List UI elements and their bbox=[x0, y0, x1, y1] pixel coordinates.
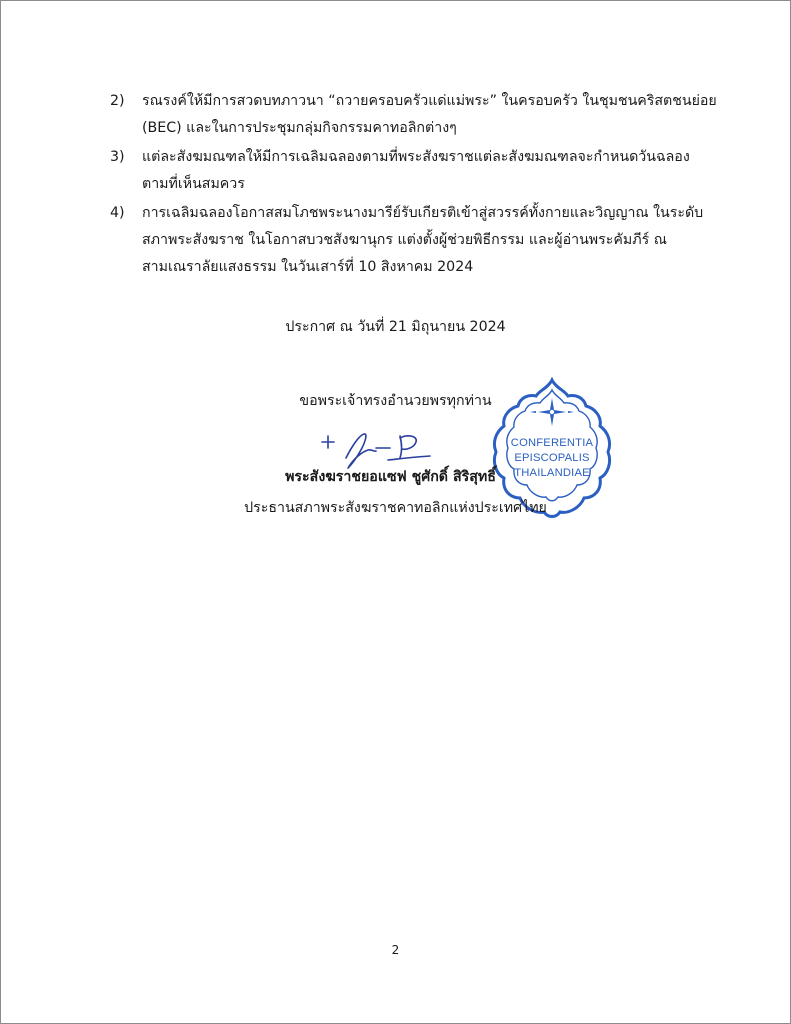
list-item-line: ตามที่เห็นสมควร bbox=[142, 176, 245, 192]
signer-name: พระสังฆราชยอแซฟ ชูศักดิ์ สิริสุทธิ์ bbox=[285, 469, 496, 485]
seal-text-line: EPISCOPALIS bbox=[514, 452, 590, 464]
list-item-line: สภาพระสังฆราช ในโอกาสบวชสังฆานุกร แต่งตั้งผู้ช่วยพิธีกรรม และผู้อ่านพระคัมภีร์ ณ bbox=[142, 232, 667, 248]
list-item-line: (BEC) และในการประชุมกลุ่มกิจกรรมคาทอลิกต่างๆ bbox=[142, 120, 457, 136]
page-number: 2 bbox=[391, 943, 400, 957]
list-item-line: สามเณราลัยแสงธรรม ในวันเสาร์ที่ 10 สิงหาคม 2024 bbox=[142, 259, 474, 275]
list-item-line: แต่ละสังฆมณฑลให้มีการเฉลิมฉลองตามที่พระสังฆราชแต่ละสังฆมณฑลจะกำหนดวันฉลอง bbox=[142, 149, 690, 165]
list-item-number: 2) bbox=[110, 93, 125, 109]
seal-text-line: THAILANDIAE bbox=[514, 467, 590, 479]
list-item-line: การเฉลิมฉลองโอกาสสมโภชพระนางมารีย์รับเกียรติเข้าสู่สวรรค์ทั้งกายและวิญญาณ ในระดับ bbox=[142, 205, 704, 221]
announcement-date: ประกาศ ณ วันที่ 21 มิถุนายน 2024 bbox=[285, 319, 506, 335]
list-item-line: รณรงค์ให้มีการสวดบทภาวนา “ถวายครอบครัวแด่แม่พระ” ในครอบครัว ในชุมชนคริสตชนย่อย bbox=[142, 93, 717, 109]
list-item bbox=[110, 88, 717, 142]
list-item-text bbox=[142, 144, 710, 198]
list-item-number: 3) bbox=[110, 149, 125, 165]
list-item bbox=[110, 144, 710, 198]
seal-text-line: CONFERENTIA bbox=[510, 437, 594, 449]
signer-title: ประธานสภาพระสังฆราชคาทอลิกแห่งประเทศไทย bbox=[244, 500, 547, 516]
list-item-text bbox=[142, 88, 717, 142]
numbered-list bbox=[110, 88, 717, 283]
list-item bbox=[110, 200, 710, 281]
blessing-line: ขอพระเจ้าทรงอำนวยพรทุกท่าน bbox=[299, 393, 492, 409]
list-item-text bbox=[142, 200, 710, 281]
list-item-number: 4) bbox=[110, 205, 125, 221]
